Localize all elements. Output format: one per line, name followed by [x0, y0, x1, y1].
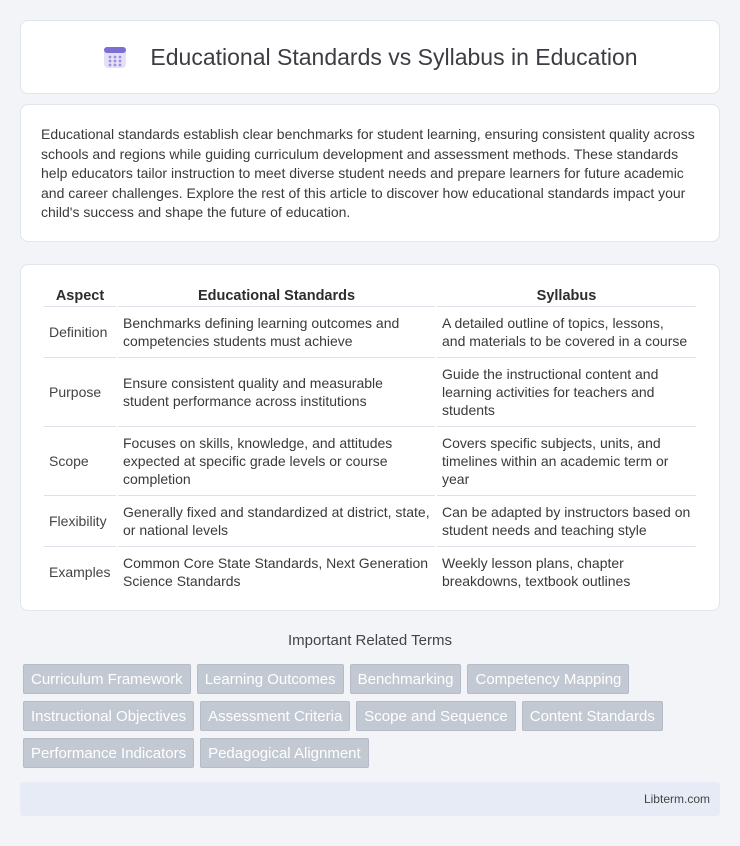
tag-curriculum-framework[interactable]: Curriculum Framework [23, 664, 191, 694]
row-aspect: Examples [49, 564, 111, 580]
tag-instructional-objectives[interactable]: Instructional Objectives [23, 701, 194, 731]
table-row [44, 496, 696, 547]
related-terms-list [23, 664, 723, 768]
tag-assessment-criteria[interactable]: Assessment Criteria [200, 701, 350, 731]
footer-bar [20, 782, 720, 816]
row-syllabus: A detailed outline of topics, lessons, and materials to be covered in a course [437, 307, 696, 358]
table-header-row [44, 283, 696, 307]
page-title: Educational Standards vs Syllabus in Education [150, 43, 638, 70]
table-row [44, 358, 696, 427]
row-standards: Generally fixed and standardized at district, state, or national levels [118, 496, 435, 547]
row-syllabus: Weekly lesson plans, chapter breakdowns, textbook outlines [442, 555, 631, 589]
related-terms-heading: Important Related Terms [288, 632, 452, 649]
row-standards: Benchmarks defining learning outcomes and competencies students must achieve [118, 307, 435, 358]
tag-scope-and-sequence[interactable]: Scope and Sequence [356, 701, 515, 731]
tag-performance-indicators[interactable]: Performance Indicators [23, 738, 194, 768]
row-aspect: Definition [44, 307, 116, 358]
tag-benchmarking[interactable]: Benchmarking [350, 664, 462, 694]
header-card [20, 20, 720, 94]
row-syllabus: Covers specific subjects, units, and timelines within an academic term or year [437, 427, 696, 496]
tag-pedagogical-alignment[interactable]: Pedagogical Alignment [200, 738, 369, 768]
table-row [44, 547, 696, 597]
header-syllabus: Syllabus [437, 283, 696, 307]
comparison-table [42, 283, 698, 597]
table-row [44, 307, 696, 358]
table-row [44, 427, 696, 496]
row-aspect: Purpose [44, 358, 116, 427]
intro-paragraph: Educational standards establish clear benchmarks for student learning, ensuring consistent quality across schools and regions while guiding curriculum development and assessment methods. These standards help educators tailor instruction to meet diverse student needs and prepare learners for future academic and career challenges. Explore the rest of this article to discover how educational standards impact your child's success and shape the future of education. [41, 126, 695, 220]
title-wrap [102, 44, 637, 71]
row-syllabus: Can be adapted by instructors based on student needs and teaching style [437, 496, 696, 547]
header-aspect: Aspect [44, 283, 116, 307]
row-syllabus: Guide the instructional content and learning activities for teachers and students [437, 358, 696, 427]
calendar-grid-icon [102, 44, 128, 70]
header-educational-standards: Educational Standards [118, 283, 435, 307]
tag-content-standards[interactable]: Content Standards [522, 701, 663, 731]
tag-learning-outcomes[interactable]: Learning Outcomes [197, 664, 344, 694]
row-standards: Common Core State Standards, Next Generation Science Standards [123, 555, 429, 589]
row-standards: Ensure consistent quality and measurable student performance across institutions [118, 358, 435, 427]
row-aspect: Scope [44, 427, 116, 496]
row-aspect: Flexibility [44, 496, 116, 547]
intro-card [20, 104, 720, 242]
row-standards: Focuses on skills, knowledge, and attitudes expected at specific grade levels or course completion [118, 427, 435, 496]
footer-brand-link[interactable]: Libterm.com [643, 792, 710, 806]
tag-competency-mapping[interactable]: Competency Mapping [467, 664, 629, 694]
comparison-table-card [20, 264, 720, 611]
